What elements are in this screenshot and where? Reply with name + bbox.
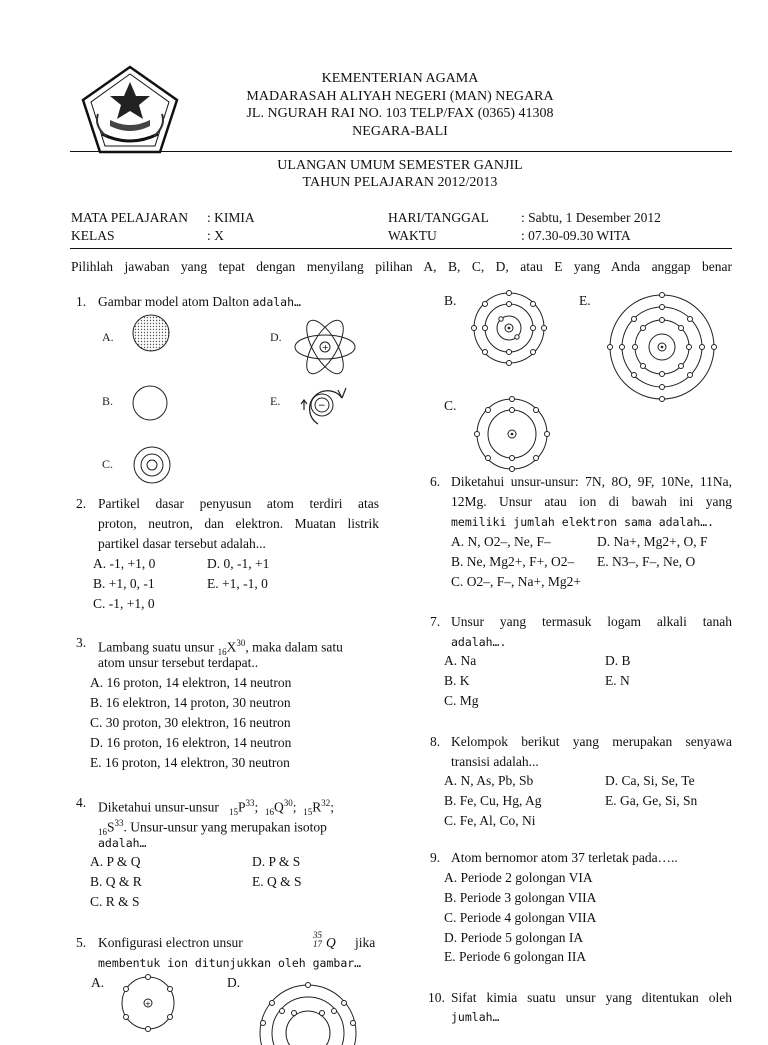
class-value: : X (207, 228, 224, 243)
q10-number: 10. (428, 990, 445, 1005)
class-label: KELAS (71, 228, 115, 243)
q5-b-atom-diagram (472, 291, 546, 365)
q1-text-tail: adalah… (252, 295, 301, 309)
q8-option-d[interactable]: D. Ca, Si, Se, Te (605, 773, 695, 788)
exam-year: TAHUN PELAJARAN 2012/2013 (302, 175, 498, 190)
q5-option-b[interactable]: B. (444, 293, 457, 308)
q2-option-e[interactable]: E. +1, -1, 0 (207, 576, 268, 591)
q1-option-b[interactable]: B. (102, 394, 114, 408)
q9-option-e[interactable]: E. Periode 6 golongan IIA (444, 949, 587, 964)
q3-option-b[interactable]: B. 16 elektron, 14 proton, 30 neutron (90, 695, 291, 710)
meta-divider (70, 248, 732, 249)
day-label: HARI/TANGGAL (388, 210, 489, 225)
q8-option-c[interactable]: C. Fe, Al, Co, Ni (444, 813, 536, 828)
q1-question (98, 292, 301, 312)
q3-line2: atom unsur tersebut terdapat.. (98, 655, 259, 670)
q1-number: 1. (76, 294, 87, 309)
q4-number: 4. (76, 795, 87, 810)
q6-number: 6. (430, 474, 441, 489)
svg-text:−: − (318, 401, 326, 411)
time-label: WAKTU (388, 228, 437, 243)
header-line4: NEGARA-BALI (352, 124, 448, 139)
q1-a-solid-sphere (131, 313, 171, 353)
q6-option-d[interactable]: D. Na+, Mg2+, O, F (597, 534, 708, 549)
header-line2: MADARASAH ALIYAH NEGERI (MAN) NEGARA (246, 89, 554, 104)
q5-isotope-symbol: Q (326, 935, 336, 950)
q6-line3: memiliki jumlah elektron sama adalah…. (451, 515, 715, 529)
exam-title: ULANGAN UMUM SEMESTER GANJIL (277, 158, 523, 173)
q1-option-d[interactable]: D. (270, 330, 282, 344)
q3-option-e[interactable]: E. 16 proton, 14 elektron, 30 neutron (90, 755, 290, 770)
q7-option-a[interactable]: A. Na (444, 653, 477, 668)
q7-option-d[interactable]: D. B (605, 653, 631, 668)
q1-option-e[interactable]: E. (270, 394, 281, 408)
subject-label: MATA PELAJARAN (71, 210, 189, 225)
q4-option-e[interactable]: E. Q & S (252, 874, 302, 889)
q8-line1: Kelompok berikut yang merupakan senyawa (451, 734, 732, 749)
q5-number: 5. (76, 935, 87, 950)
q5-option-a[interactable]: A. (91, 975, 105, 990)
q5-e-atom-diagram (607, 294, 717, 404)
q7-line1: Unsur yang termasuk logam alkali tanah (451, 614, 732, 629)
school-logo (80, 64, 180, 154)
q5-d-atom-diagram (252, 985, 372, 1045)
svg-text:+: + (145, 1000, 151, 1008)
q6-line1: Diketahui unsur-unsur: 7N, 8O, 9F, 10Ne, 11Na, (451, 474, 732, 489)
q5-a-atom-diagram (118, 973, 178, 1033)
q1-c-concentric (132, 445, 172, 485)
q3-option-d[interactable]: D. 16 proton, 16 elektron, 14 neutron (90, 735, 292, 750)
svg-text:+: + (322, 343, 329, 352)
q10-line2: jumlah… (451, 1010, 500, 1024)
q8-option-e[interactable]: E. Ga, Ge, Si, Sn (605, 793, 698, 808)
q9-number: 9. (430, 850, 441, 865)
q2-option-a[interactable]: A. -1, +1, 0 (93, 556, 156, 571)
q6-option-b[interactable]: B. Ne, Mg2+, F+, O2– (451, 554, 575, 569)
q7-number: 7. (430, 614, 441, 629)
q7-option-e[interactable]: E. N (605, 673, 630, 688)
q6-option-a[interactable]: A. N, O2–, Ne, F– (451, 534, 551, 549)
q4-line2: $_{16}S^{33}$. Unsur-unsur yang merupakan isotop (98, 818, 327, 838)
q3-option-a[interactable]: A. 16 proton, 14 elektron, 14 neutron (90, 675, 292, 690)
q4-option-b[interactable]: B. Q & R (90, 874, 142, 889)
q2-number: 2. (76, 496, 87, 511)
q4-line3: adalah… (98, 836, 147, 850)
q5-c-atom-diagram (475, 397, 549, 471)
q6-option-c[interactable]: C. O2–, F–, Na+, Mg2+ (451, 574, 581, 589)
q2-option-b[interactable]: B. +1, 0, -1 (93, 576, 155, 591)
q8-option-a[interactable]: A. N, As, Pb, Sb (444, 773, 534, 788)
q2-line3: partikel dasar tersebut adalah... (98, 536, 266, 551)
q4-option-c[interactable]: C. R & S (90, 894, 140, 909)
q1-e-spiral-atom (296, 380, 356, 430)
q9-option-c[interactable]: C. Periode 4 golongan VIIA (444, 910, 597, 925)
q9-option-b[interactable]: B. Periode 3 golongan VIIA (444, 890, 597, 905)
q5-isotope: 35 17 (313, 930, 322, 949)
q1-option-a[interactable]: A. (102, 330, 114, 344)
q2-line1: Partikel dasar penyusun atom terdiri atas (98, 496, 379, 511)
q6-line2: 12Mg. Unsur atau ion di bawah ini yang (451, 494, 732, 509)
header-divider (70, 151, 732, 152)
q10-line1: Sifat kimia suatu unsur yang ditentukan oleh (451, 990, 732, 1005)
q2-line2: proton, neutron, dan elektron. Muatan listrik (98, 516, 379, 531)
q8-option-b[interactable]: B. Fe, Cu, Hg, Ag (444, 793, 542, 808)
time-value: : 07.30-09.30 WITA (521, 228, 631, 243)
q1-d-bohr-orbits (290, 316, 360, 378)
q7-option-b[interactable]: B. K (444, 673, 470, 688)
q4-option-a[interactable]: A. P & Q (90, 854, 141, 869)
q4-line1: Diketahui unsur-unsur $_{15}P^{33}$; $_{16}Q^{30}$; $_{15}R^{32}$; (98, 798, 335, 818)
q9-option-a[interactable]: A. Periode 2 golongan VIA (444, 870, 593, 885)
q2-option-d[interactable]: D. 0, -1, +1 (207, 556, 270, 571)
q9-line1: Atom bernomor atom 37 terletak pada….. (451, 850, 678, 865)
header-line3: JL. NGURAH RAI NO. 103 TELP/FAX (0365) 41308 (246, 106, 554, 121)
q5-option-e[interactable]: E. (579, 293, 591, 308)
q3-line1: Lambang suatu unsur $_{16}X^{30}$, maka dalam satu (98, 638, 343, 658)
q4-option-d[interactable]: D. P & S (252, 854, 301, 869)
q8-line2: transisi adalah... (451, 754, 539, 769)
q7-line2: adalah…. (451, 635, 507, 649)
day-value: : Sabtu, 1 Desember 2012 (521, 210, 661, 225)
q5-option-c[interactable]: C. (444, 398, 457, 413)
subject-value: : KIMIA (207, 210, 255, 225)
header-line1: KEMENTERIAN AGAMA (321, 71, 479, 86)
q1-text: Gambar model atom Dalton (98, 294, 250, 309)
q8-number: 8. (430, 734, 441, 749)
q1-option-c[interactable]: C. (102, 457, 114, 471)
q2-option-c[interactable]: C. -1, +1, 0 (93, 596, 155, 611)
q5-option-d[interactable]: D. (227, 975, 241, 990)
q1-b-empty-sphere (131, 384, 171, 424)
instruction: Pilihlah jawaban yang tepat dengan menyilang pilihan A, B, C, D, atau E yang Anda anggap benar (71, 259, 732, 274)
q6-option-e[interactable]: E. N3–, F–, Ne, O (597, 554, 696, 569)
q3-number: 3. (76, 635, 87, 650)
q9-option-d[interactable]: D. Periode 5 golongan IA (444, 930, 584, 945)
q5-line1-tail: jika (355, 935, 376, 950)
q7-option-c[interactable]: C. Mg (444, 693, 479, 708)
q3-option-c[interactable]: C. 30 proton, 30 elektron, 16 neutron (90, 715, 291, 730)
q5-line2: membentuk ion ditunjukkan oleh gambar… (98, 956, 362, 970)
q5-line1: Konfigurasi electron unsur (98, 935, 243, 950)
